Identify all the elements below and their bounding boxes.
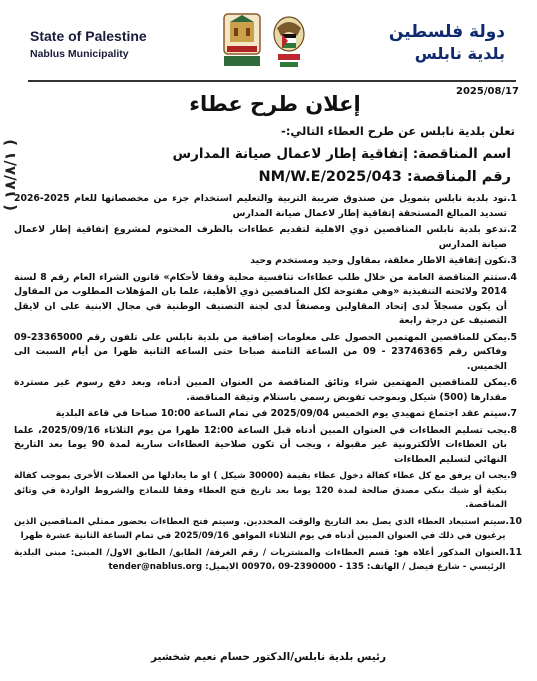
list-item (14, 407, 522, 422)
state-name-ar: دولة فلسطين (388, 22, 505, 42)
announcement-title: إعلان طرح عطاء (189, 92, 361, 116)
item-number: .6 (507, 377, 518, 388)
item-text: سيتم عقد اجتماع تمهيدي يوم الخميس 2025/09/04 في تمام الساعة 10:00 صباحا في قاعة البلدية (55, 408, 507, 419)
palestine-emblem (270, 14, 308, 70)
state-name-en: State of Palestine (30, 28, 147, 44)
tender-number: رقم المناقصة: NM/W.E/2025/043 (258, 169, 511, 185)
list-item (14, 546, 522, 575)
item-number: .11 (505, 546, 522, 558)
intro-line: تعلن بلدية نابلس عن طرح العطاء التالي:- (281, 124, 515, 138)
item-number: .2 (507, 224, 518, 235)
list-item (14, 469, 522, 513)
municipality-name-ar: بلدية نابلس (414, 44, 505, 63)
item-number: .4 (507, 271, 518, 283)
item-text: تدعو بلدية نابلس المناقصين ذوي الاهلية لتقديم عطاءات بالظرف المختوم لمشروع إتفاقية إطار لاعمال صيانة المدارس (14, 224, 507, 250)
conditions-list (14, 192, 522, 577)
list-item (14, 376, 522, 405)
list-item (14, 331, 522, 375)
item-number: .5 (507, 331, 518, 343)
list-item (14, 271, 522, 329)
item-text: يجب ان يرفق مع كل عطاء كفالة دخول عطاء بقيمة (30000 شيكل ) او ما يعادلها من العملات الأخرى بموجب كفالة بنكية أو شيك بنكي مصدق صالحة لمدة 120 يوما بعد تاريخ فتح العطاء وفقا للنماذج والشروط الواردة في وثائق المناقصة. (14, 471, 507, 510)
announcement-date: 2025/08/17 (456, 86, 519, 97)
item-number: .1 (507, 193, 518, 204)
item-number: .10 (505, 515, 522, 527)
header-english (30, 28, 147, 60)
tender-name: اسم المناقصة: إتفاقية إطار لاعمال صيانة المدارس (172, 146, 511, 162)
item-text: ستتم المناقصة العامة من خلال طلب عطاءات تنافسية محلية وفقا لأحكام» قانون الشراء العام رقم 8 لسنة 2014 ولائحته التنفيذية «وهي مفتوحة لكل المناقصين ذوي الأهلية، علما بان المؤهلات المطلوب من المقاول أن يكون مسجلاً لدى إتحاد المقاولين ومصنفاً لدى لجنة التصنيف الوطنية في مجال الابنية على ان لايقل التصنيف عن درجة رابعة (14, 271, 507, 326)
header-divider (28, 80, 516, 82)
municipality-logo (222, 12, 262, 68)
item-number: .8 (507, 424, 518, 436)
mayor-signature: رئيس بلدية نابلس/الدكتور حسام نعيم شخشير (150, 651, 387, 663)
header-arabic (389, 22, 505, 63)
handwritten-date-note: ( ١٨/٨/١ ) (1, 139, 19, 211)
item-number: .9 (507, 470, 518, 481)
municipality-name-en: Nablus Municipality (30, 48, 129, 60)
item-text: يمكن للمناقصين المهتمين الحصول على معلومات إضافية من بلدية نابلس على تلفون رقم 23365000-09 وفاكس رقم 23746365 - 09 من الساعة الثامنة صباحا حتى الساعه الثانية ظهرا من أيام السبت الى الخميس. (14, 331, 508, 372)
item-text: تود بلدية نابلس بتمويل من صندوق ضريبة التربية والتعليم استخدام جزء من مخصصاتها للعام 2025-2026 تسديد المبالغ المستحقة إتفاقية إطار لاعمال صيانة المدارس (14, 193, 507, 219)
item-text: يمكن للمناقصين المهتمين شراء وثائق المناقصة من العنوان المبين أدناه، وبعد دفع رسوم غير مستردة مقدارها (500) شيكل وبموجب تفويض رسمي باستلام وثيقة المناقصة. (14, 377, 507, 403)
item-text: تكون إتفاقية الاطار مغلقة، بمقاول وحيد ومستخدم وحيد (250, 255, 507, 266)
item-number: .7 (507, 408, 518, 419)
list-item (14, 192, 522, 221)
list-item (14, 424, 522, 468)
list-item (14, 223, 522, 252)
item-text: يجب تسليم العطاءات في العنوان المبين أدناه قبل الساعة 12:00 ظهرا من يوم الثلاثاء 2025/09/16، علما بان العطاءات الألكترونية غير مقبولة ، ويجب أن تكون صلاحية العطاءات سارية لمدة 90 يوما بعد التاريخ النهائي لتسليم العطاءات (14, 424, 507, 465)
item-number: .3 (507, 255, 518, 266)
item-text: سيتم استبعاد العطاء الذي يصل بعد التاريخ والوقت المحددين. وسيتم فتح العطاءات بحضور ممثلي المناقصين الذين يرغبون في ذلك في العنوان المبين أدناه في يوم الثلاثاء الموافق 2025/09/16 في تمام الساعة الثانية عشرة ظهرا (14, 516, 506, 541)
item-text: العنوان المذكور أعلاه هو: قسم العطاءات والمشتريات / رقم الغرفة/ الطابق/ الطابق الاول/ المبنى: مبنى البلدية الرئيسي - شارع فيصل / الهاتف: 135 - 2390000-09 ،00970 الايميل: tender@nablus.org (14, 547, 506, 572)
list-item (14, 254, 522, 269)
list-item (14, 515, 522, 544)
